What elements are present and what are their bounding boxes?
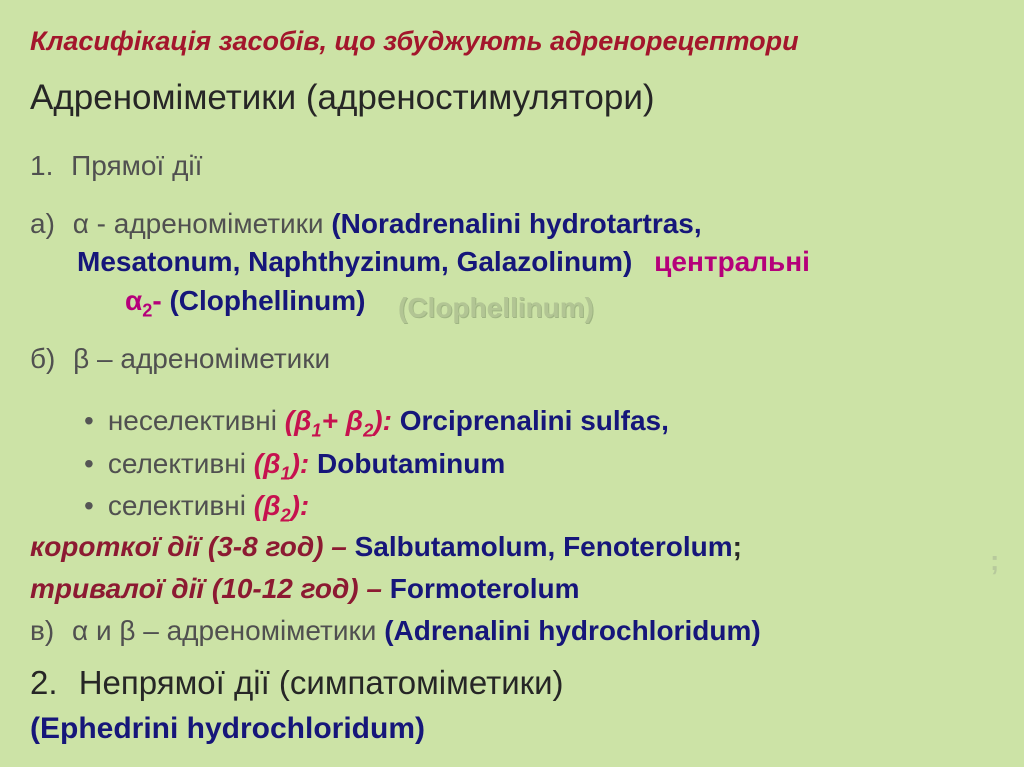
paren-open: ( bbox=[253, 490, 264, 521]
bullet-nonselective bbox=[84, 405, 669, 442]
short-acting-drugs: Salbutamolum, Fenoterolum bbox=[354, 531, 733, 562]
item-v-marker: в) bbox=[30, 615, 55, 646]
item-a-label: α - адреноміметики bbox=[72, 208, 324, 239]
paren-open: ( bbox=[284, 405, 295, 436]
long-acting-line bbox=[30, 573, 580, 605]
item-a-drugs-2: Mesatonum, Naphthyzinum, Galazolinum) bbox=[77, 246, 633, 277]
alpha2-drug: (Clophellinum) bbox=[169, 285, 366, 316]
item-v-label: α и β – адреноміметики bbox=[71, 615, 377, 646]
item-a-line2 bbox=[77, 246, 810, 278]
paren-close: ): bbox=[290, 448, 310, 479]
semicolon-shadow-decor: ; bbox=[990, 545, 1000, 576]
beta-symbol: β bbox=[294, 405, 312, 436]
long-acting-label: тривалої дії (10-12 год) – bbox=[30, 573, 382, 604]
item-b-marker: б) bbox=[30, 343, 56, 374]
item-a-marker: а) bbox=[30, 208, 55, 239]
alpha-symbol: α bbox=[125, 285, 143, 316]
item-a-drugs-1: (Noradrenalini hydrotartras, bbox=[331, 208, 702, 239]
bullet-drug: Orciprenalini sulfas, bbox=[399, 405, 669, 436]
bullet-text: селективні bbox=[107, 448, 246, 479]
slide-title: Класифікація засобів, що збуджують адренорецептори bbox=[30, 26, 799, 56]
item-1 bbox=[30, 150, 202, 182]
bullet-dot: • bbox=[84, 448, 94, 479]
beta-symbol: β bbox=[263, 490, 281, 521]
short-acting-line bbox=[30, 531, 742, 563]
alpha2-line bbox=[125, 285, 365, 322]
beta-subscript-2: 2 bbox=[363, 420, 374, 441]
central-label: центральні bbox=[654, 246, 810, 277]
long-acting-drugs: Formoterolum bbox=[389, 573, 580, 604]
beta-symbol: β bbox=[263, 448, 281, 479]
item-2-text: Непрямої дії (симпатоміметики) bbox=[78, 664, 564, 701]
item-2 bbox=[30, 664, 564, 702]
beta-subscript: 1 bbox=[280, 463, 291, 484]
short-acting-label: короткої дії (3-8 год) – bbox=[30, 531, 347, 562]
beta-subscript: 1 bbox=[311, 420, 322, 441]
bullet-drug: Dobutaminum bbox=[317, 448, 506, 479]
item-v-drug: (Adrenalini hydrochloridum) bbox=[384, 615, 761, 646]
item-b bbox=[30, 343, 330, 375]
item-2-number: 2. bbox=[30, 664, 58, 701]
clophellinum-shadow: (Clophellinum) bbox=[398, 292, 594, 323]
alpha-dash: - bbox=[152, 285, 162, 316]
bullet-text: селективні bbox=[107, 490, 246, 521]
item-1-text: Прямої дії bbox=[71, 150, 203, 181]
bullet-text: неселективні bbox=[107, 405, 277, 436]
item-b-label: β – адреноміметики bbox=[73, 343, 331, 374]
bullet-selective-b1 bbox=[84, 448, 505, 485]
bullet-dot: • bbox=[84, 490, 94, 521]
beta-plus: + β bbox=[321, 405, 364, 436]
item-1-number: 1. bbox=[30, 150, 54, 181]
paren-open: ( bbox=[253, 448, 264, 479]
item-a-line1 bbox=[30, 208, 702, 240]
alpha-subscript: 2 bbox=[142, 300, 153, 321]
bullet-selective-b2 bbox=[84, 490, 309, 527]
paren-close: ): bbox=[290, 490, 310, 521]
short-acting-semicolon: ; bbox=[732, 531, 742, 562]
bullet-dot: • bbox=[84, 405, 94, 436]
paren-close: ): bbox=[373, 405, 392, 436]
item-2-drug: (Ephedrini hydrochloridum) bbox=[30, 712, 425, 745]
beta-subscript: 2 bbox=[280, 505, 291, 526]
slide-subtitle: Адреноміметики (адреностимулятори) bbox=[30, 78, 655, 117]
item-v bbox=[30, 615, 761, 647]
